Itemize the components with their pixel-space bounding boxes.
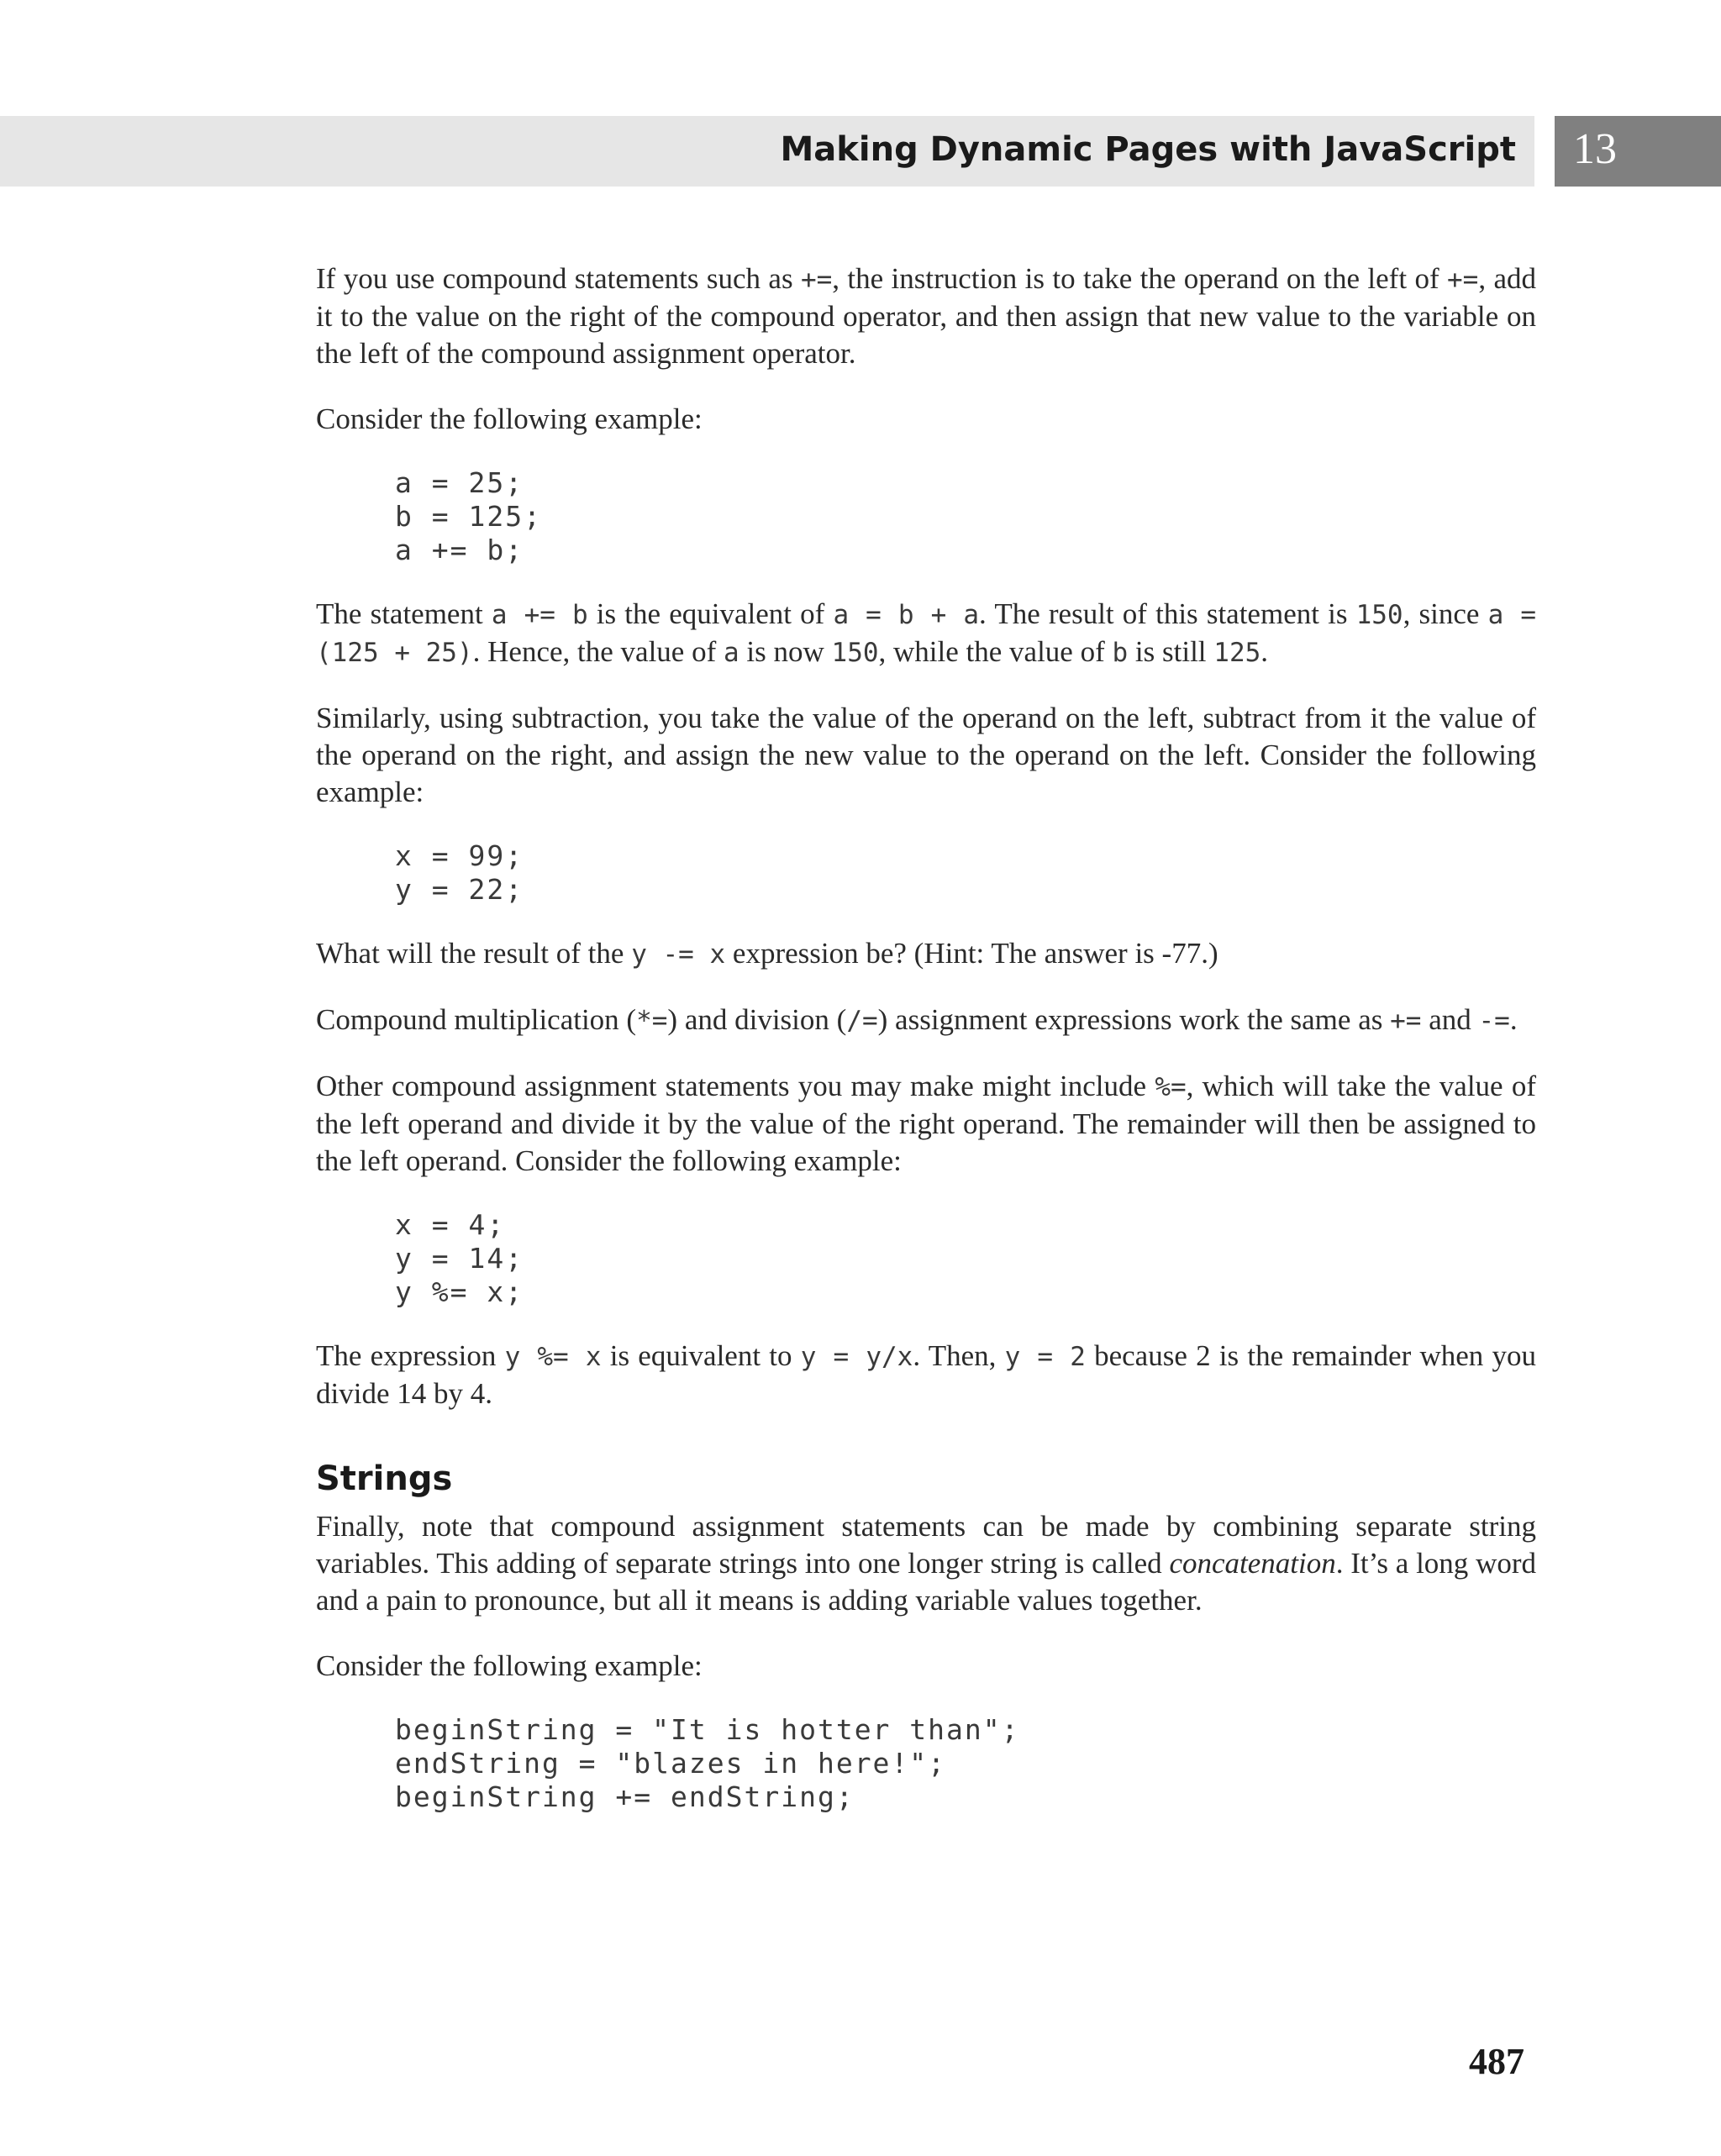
- text: because 2 is the remainder when you divide 14 by 4.: [316, 1339, 1536, 1410]
- paragraph-subtraction-hint: [316, 935, 1536, 973]
- text: ) and division (: [667, 1003, 847, 1036]
- inline-code: 125: [1213, 638, 1261, 668]
- inline-code: %=: [1155, 1072, 1187, 1102]
- paragraph-modulus-explanation: [316, 1338, 1536, 1412]
- inline-code: *=: [636, 1006, 668, 1036]
- text: and: [1421, 1003, 1479, 1036]
- text: , add it to the value on the right of the compound operator, and then assign that new value to the variable on the left of the compound assignment operator.: [316, 262, 1536, 370]
- inline-code: y = y/x: [800, 1342, 913, 1372]
- inline-code: 150: [831, 638, 879, 668]
- text: Finally, note that compound assignment statements can be made by combining separate string variables. This adding of separate strings into one longer string is called: [316, 1510, 1536, 1580]
- code-line: a = 25;: [395, 466, 524, 499]
- inline-code: +=: [800, 265, 833, 295]
- inline-code: y -= x: [631, 939, 726, 970]
- code-block-modulus: [395, 1208, 1536, 1309]
- inline-code: +=: [1446, 265, 1479, 295]
- inline-code: /=: [846, 1006, 878, 1036]
- inline-code: b: [1112, 638, 1129, 668]
- inline-code: a: [723, 638, 739, 668]
- code-line: x = 99;: [395, 839, 524, 872]
- paragraph-subtraction: Similarly, using subtraction, you take the value of the operand on the left, subtract from it the value of the operand on the right, and assign the new value to the operand on the left. Consider the following example:: [316, 702, 1536, 808]
- text: .: [1260, 635, 1269, 668]
- text: expression be? (Hint: The answer is -77.): [725, 937, 1218, 970]
- inline-code: +=: [1390, 1006, 1422, 1036]
- code-block-subtract: [395, 839, 1536, 907]
- code-line: x = 4;: [395, 1208, 506, 1241]
- code-line: y = 22;: [395, 873, 524, 906]
- code-line: a += b;: [395, 534, 524, 566]
- code-block-strings: [395, 1713, 1536, 1814]
- text: , since: [1403, 597, 1488, 630]
- paragraph-consider-1: Consider the following example:: [316, 402, 703, 435]
- page-body: [316, 260, 1536, 1843]
- paragraph-concatenation: [316, 1508, 1536, 1619]
- chapter-number-box: [1555, 116, 1721, 187]
- chapter-number: 13: [1573, 125, 1617, 173]
- text: , which will take the value of the left operand and divide it by the value of the right operand. The remainder will then be assigned to the left operand. Consider the following example:: [316, 1070, 1536, 1177]
- code-line: beginString += endString;: [395, 1780, 855, 1813]
- text: is the equivalent of: [587, 597, 834, 630]
- paragraph-modulus: [316, 1068, 1536, 1180]
- code-line: b = 125;: [395, 500, 542, 533]
- paragraph-add-explanation: [316, 596, 1536, 671]
- section-heading-strings: Strings: [316, 1459, 453, 1498]
- inline-code: a = (125 + 25): [316, 600, 1536, 668]
- text: is equivalent to: [601, 1339, 801, 1372]
- emphasis-term: concatenation: [1169, 1547, 1336, 1580]
- text: The statement: [316, 597, 492, 630]
- inline-code: y %= x: [504, 1342, 602, 1372]
- text: , the instruction is to take the operand on the left of: [832, 262, 1447, 295]
- inline-code: y = 2: [1004, 1342, 1086, 1372]
- inline-code: a = b + a: [833, 600, 980, 630]
- text: . Then,: [913, 1339, 1005, 1372]
- text: Compound multiplication (: [316, 1003, 637, 1036]
- text: . It’s a long word and a pain to pronounce, but all it means is adding variable values together.: [316, 1547, 1536, 1617]
- text: . The result of this statement is: [979, 597, 1356, 630]
- text: is still: [1128, 635, 1214, 668]
- text: . Hence, the value of: [472, 635, 724, 668]
- code-block-add: [395, 466, 1536, 567]
- text: Other compound assignment statements you may make might include: [316, 1070, 1155, 1102]
- page-number: 487: [1469, 2041, 1524, 2082]
- paragraph-consider-2: Consider the following example:: [316, 1649, 703, 1682]
- inline-code: 150: [1355, 600, 1403, 630]
- paragraph-compound-intro: [316, 260, 1536, 372]
- code-line: endString = "blazes in here!";: [395, 1747, 947, 1780]
- text: ) assignment expressions work the same as: [877, 1003, 1391, 1036]
- text: What will the result of the: [316, 937, 632, 970]
- text: The expression: [316, 1339, 505, 1372]
- text: , while the value of: [878, 635, 1113, 668]
- inline-code: -=: [1478, 1006, 1510, 1036]
- text: If you use compound statements such as: [316, 262, 801, 295]
- code-line: y = 14;: [395, 1242, 524, 1275]
- running-title: Making Dynamic Pages with JavaScript: [780, 130, 1516, 169]
- code-line: beginString = "It is hotter than";: [395, 1713, 1020, 1746]
- text: is now: [739, 635, 832, 668]
- code-line: y %= x;: [395, 1275, 524, 1308]
- text: .: [1509, 1003, 1518, 1036]
- inline-code: a += b: [491, 600, 588, 630]
- paragraph-mult-div: [316, 1002, 1536, 1039]
